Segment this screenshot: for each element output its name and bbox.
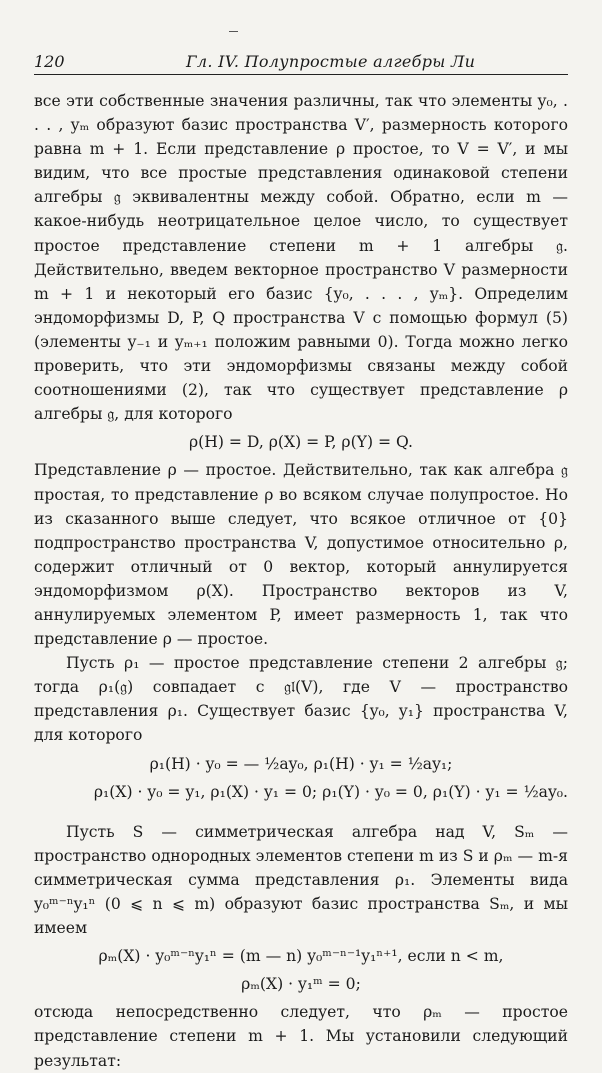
paragraph-5: отсюда непосредственно следует, что ρₘ — простое представление степени m + 1. Мы установили следующий результат:: [34, 1003, 568, 1070]
running-title: Гл. IV. Полупростые алгебры Ли: [186, 52, 476, 71]
page-body: [34, 89, 568, 1073]
paragraph-4: Пусть S — симметрическая алгебра над V, Sₘ — пространство однородных элементов степени m из S и ρₘ — m-я симметрическая сумма представления ρ₁. Элементы вида y₀ᵐ⁻ⁿy₁ⁿ (0 ⩽ n ⩽ m) образуют базис пространства Sₘ, и мы имеем: [34, 822, 568, 938]
paragraph-2: Представление ρ — простое. Действительно, так как алгебра 𝔤 простая, то представление ρ во всяком случае полупростое. Но из сказанного выше следует, что всякое отличное от {0} подпространство пространства V, допустимое относительно ρ, содержит отличный от 0 вектор, который аннулируется эндоморфизмом ρ(X). Пространство векторов из V, аннулируемых элементом P, имеет размерность 1, так что представление ρ — простое.: [34, 461, 568, 649]
equation-rho1-X-Y: ρ₁(X) · y₀ = y₁, ρ₁(X) · y₁ = 0; ρ₁(Y) · y₀ = 0, ρ₁(Y) · y₁ = ½ay₀.: [93, 782, 568, 801]
paragraph-3: Пусть ρ₁ — простое представление степени 2 алгебры 𝔤; тогда ρ₁(𝔤) совпадает с 𝔤𝔩(V), где V — пространство представления ρ₁. Существует базис {y₀, y₁} пространства V, для которого: [34, 654, 568, 745]
book-page: [34, 50, 568, 1073]
page-number: 120: [34, 52, 65, 71]
equation-rho1-H: ρ₁(H) · y₀ = — ½ay₀, ρ₁(H) · y₁ = ½ay₁;: [149, 754, 453, 773]
paragraph-1: все эти собственные значения различны, так что элементы y₀, . . . , yₘ образуют базис пространства V′, размерность которого равна m + 1. Если представление ρ простое, то V = V′, и мы видим, что все простые представления одинаковой степени алгебры 𝔤 эквивалентны между собой. Обратно, если m — какое-нибудь неотрицательное целое число, то существует простое представление степени m + 1 алгебры 𝔤. Действительно, введем векторное пространство V размерности m + 1 и некоторый его базис {y₀, . . . , yₘ}. Определим эндоморфизмы D, P, Q пространства V с помощью формул (5) (элементы y₋₁ и yₘ₊₁ положим равными 0). Тогда можно легко проверить, что эти эндоморфизмы связаны между собой соотношениями (2), так что существует представление ρ алгебры 𝔤, для которого: [34, 92, 568, 424]
equation-rho-definition: ρ(H) = D, ρ(X) = P, ρ(Y) = Q.: [188, 433, 413, 452]
print-mark: [229, 31, 238, 32]
running-header: [34, 50, 568, 75]
equation-rhom-X-ym: ρₘ(X) · y₁ᵐ = 0;: [241, 975, 361, 994]
equation-rhom-X: ρₘ(X) · y₀ᵐ⁻ⁿy₁ⁿ = (m — n) y₀ᵐ⁻ⁿ⁻¹y₁ⁿ⁺¹, если n < m,: [98, 947, 504, 966]
